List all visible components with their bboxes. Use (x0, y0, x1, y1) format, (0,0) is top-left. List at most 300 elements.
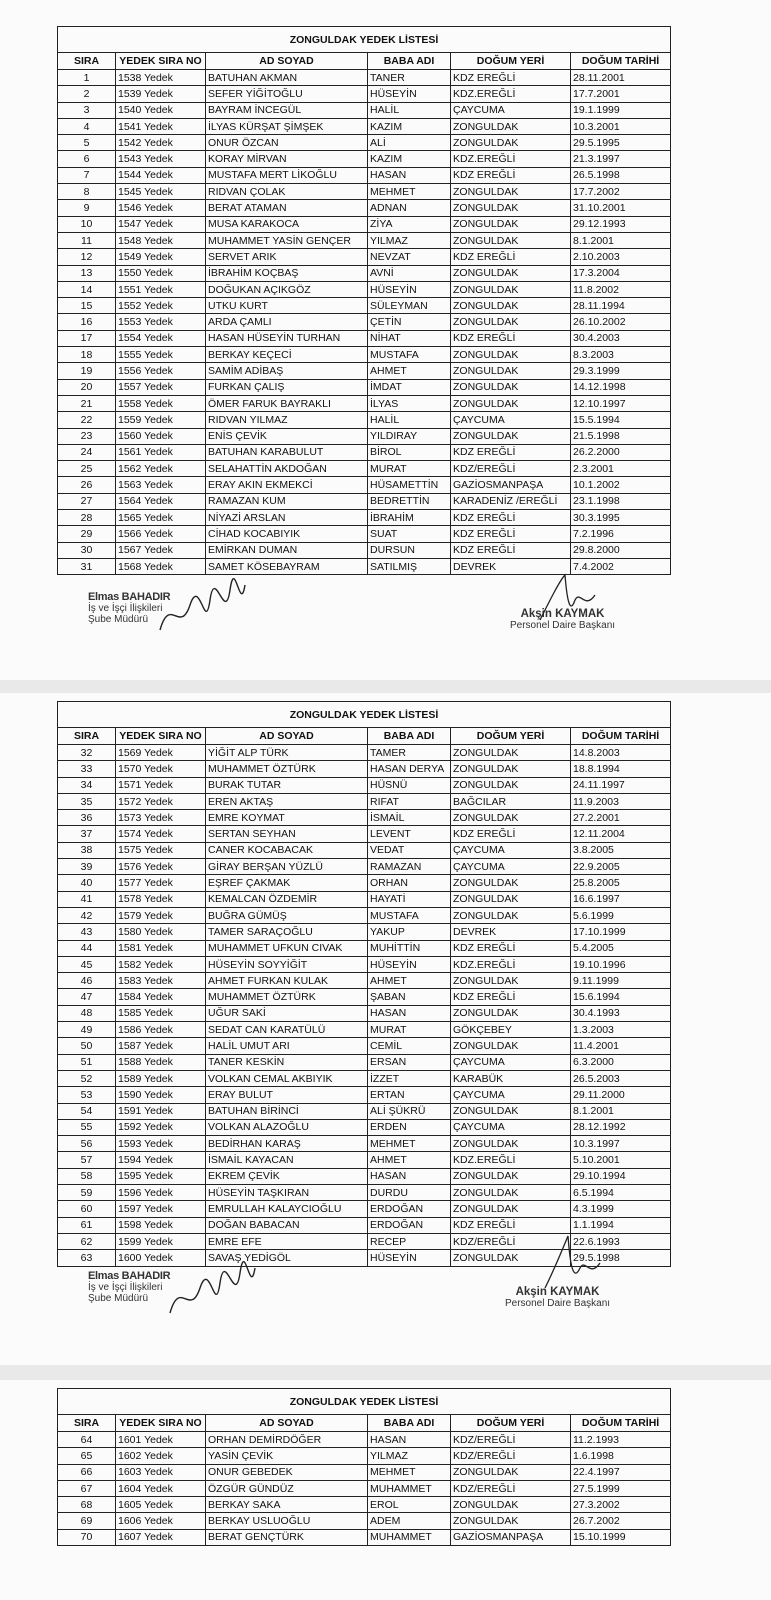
reserve-list-table (57, 26, 671, 575)
cell-dogum-yeri: ZONGULDAK (451, 1103, 571, 1119)
cell-dogum-yeri: KDZ EREĞLİ (451, 1217, 571, 1233)
cell-sira: 27 (58, 493, 116, 509)
table-row (58, 1529, 671, 1545)
table-row (58, 1185, 671, 1201)
cell-dogum-tarihi: 15.10.1999 (571, 1529, 671, 1545)
cell-dogum-tarihi: 28.12.1992 (571, 1119, 671, 1135)
cell-dogum-tarihi: 3.8.2005 (571, 842, 671, 858)
table-row (58, 347, 671, 363)
col-header-sira: SIRA (58, 1415, 116, 1432)
cell-sira: 59 (58, 1185, 116, 1201)
cell-ad-soyad: BATUHAN KARABULUT (206, 444, 368, 460)
cell-ad-soyad: BERKAY SAKA (206, 1497, 368, 1513)
cell-sira: 61 (58, 1217, 116, 1233)
cell-ad-soyad: HALİL UMUT ARI (206, 1038, 368, 1054)
cell-sira: 4 (58, 118, 116, 134)
col-header-baba-adi: BABA ADI (368, 1415, 451, 1432)
table-row (58, 200, 671, 216)
cell-sira: 3 (58, 102, 116, 118)
cell-dogum-yeri: ZONGULDAK (451, 216, 571, 232)
cell-baba-adi: ŞABAN (368, 989, 451, 1005)
table-row (58, 1119, 671, 1135)
cell-dogum-yeri: KDZ/EREĞLİ (451, 1432, 571, 1448)
cell-ad-soyad: HÜSEYİN SOYYİĞİT (206, 956, 368, 972)
cell-dogum-yeri: ÇAYCUMA (451, 1087, 571, 1103)
table-row (58, 1136, 671, 1152)
table-row (58, 907, 671, 923)
cell-sira: 40 (58, 875, 116, 891)
cell-dogum-tarihi: 17.10.1999 (571, 924, 671, 940)
table-row (58, 745, 671, 761)
header-row (58, 728, 671, 745)
cell-sira: 16 (58, 314, 116, 330)
cell-dogum-tarihi: 23.1.1998 (571, 493, 671, 509)
cell-ad-soyad: ÖZGÜR GÜNDÜZ (206, 1480, 368, 1496)
cell-yedek-sira-no: 1550 Yedek (116, 265, 206, 281)
table-row (58, 167, 671, 183)
cell-sira: 48 (58, 1005, 116, 1021)
col-header-dogum-tarihi: DOĞUM TARİHİ (571, 1415, 671, 1432)
cell-dogum-yeri: ÇAYCUMA (451, 102, 571, 118)
signatory-right-name: Akşin KAYMAK (520, 608, 605, 620)
cell-baba-adi: İBRAHİM (368, 510, 451, 526)
cell-dogum-tarihi: 21.5.1998 (571, 428, 671, 444)
table-row (58, 232, 671, 248)
table-row (58, 542, 671, 558)
table-row (58, 526, 671, 542)
table-row (58, 477, 671, 493)
cell-yedek-sira-no: 1566 Yedek (116, 526, 206, 542)
cell-baba-adi: İMDAT (368, 379, 451, 395)
cell-ad-soyad: BUĞRA GÜMÜŞ (206, 907, 368, 923)
signatory-right-title: Personel Daire Başkanı (505, 1298, 611, 1309)
cell-dogum-yeri: ZONGULDAK (451, 1136, 571, 1152)
table-row (58, 1168, 671, 1184)
cell-ad-soyad: SEDAT CAN KARATÜLÜ (206, 1022, 368, 1038)
cell-dogum-tarihi: 28.11.2001 (571, 70, 671, 86)
cell-baba-adi: RAMAZAN (368, 859, 451, 875)
cell-dogum-tarihi: 26.5.2003 (571, 1070, 671, 1086)
cell-dogum-tarihi: 30.3.1995 (571, 510, 671, 526)
cell-baba-adi: MUSTAFA (368, 907, 451, 923)
cell-dogum-yeri: KDZ EREĞLİ (451, 510, 571, 526)
cell-yedek-sira-no: 1595 Yedek (116, 1168, 206, 1184)
cell-dogum-yeri: GÖKÇEBEY (451, 1022, 571, 1038)
cell-yedek-sira-no: 1583 Yedek (116, 973, 206, 989)
table-row (58, 1217, 671, 1233)
cell-baba-adi: MUSTAFA (368, 347, 451, 363)
cell-dogum-tarihi: 27.3.2002 (571, 1497, 671, 1513)
cell-ad-soyad: ERAY AKIN EKMEKCİ (206, 477, 368, 493)
cell-dogum-yeri: KDZ EREĞLİ (451, 249, 571, 265)
cell-ad-soyad: KORAY MİRVAN (206, 151, 368, 167)
cell-baba-adi: TANER (368, 70, 451, 86)
cell-yedek-sira-no: 1565 Yedek (116, 510, 206, 526)
cell-ad-soyad: VOLKAN CEMAL AKBIYIK (206, 1070, 368, 1086)
cell-sira: 6 (58, 151, 116, 167)
cell-ad-soyad: SERVET ARIK (206, 249, 368, 265)
cell-baba-adi: ALİ ŞÜKRÜ (368, 1103, 451, 1119)
cell-yedek-sira-no: 1585 Yedek (116, 1005, 206, 1021)
cell-ad-soyad: MUHAMMET YASİN GENÇER (206, 232, 368, 248)
cell-dogum-tarihi: 18.8.1994 (571, 761, 671, 777)
cell-dogum-tarihi: 6.5.1994 (571, 1185, 671, 1201)
cell-baba-adi: ÇETİN (368, 314, 451, 330)
cell-ad-soyad: AHMET FURKAN KULAK (206, 973, 368, 989)
table-row (58, 924, 671, 940)
cell-dogum-tarihi: 14.8.2003 (571, 745, 671, 761)
cell-yedek-sira-no: 1545 Yedek (116, 184, 206, 200)
table-row (58, 777, 671, 793)
cell-yedek-sira-no: 1576 Yedek (116, 859, 206, 875)
cell-dogum-yeri: ZONGULDAK (451, 347, 571, 363)
cell-dogum-yeri: ZONGULDAK (451, 135, 571, 151)
cell-baba-adi: ERSAN (368, 1054, 451, 1070)
cell-sira: 29 (58, 526, 116, 542)
cell-dogum-tarihi: 8.1.2001 (571, 1103, 671, 1119)
cell-dogum-tarihi: 27.2.2001 (571, 810, 671, 826)
cell-baba-adi: MEHMET (368, 1136, 451, 1152)
cell-dogum-yeri: KARABÜK (451, 1070, 571, 1086)
cell-sira: 37 (58, 826, 116, 842)
cell-dogum-yeri: KDZ/EREĞLİ (451, 1480, 571, 1496)
cell-sira: 30 (58, 542, 116, 558)
cell-dogum-yeri: ZONGULDAK (451, 1201, 571, 1217)
cell-ad-soyad: ERAY BULUT (206, 1087, 368, 1103)
cell-sira: 38 (58, 842, 116, 858)
cell-yedek-sira-no: 1593 Yedek (116, 1136, 206, 1152)
cell-baba-adi: ERDOĞAN (368, 1201, 451, 1217)
cell-dogum-tarihi: 9.11.1999 (571, 973, 671, 989)
table-row (58, 1448, 671, 1464)
cell-dogum-tarihi: 24.11.1997 (571, 777, 671, 793)
cell-dogum-tarihi: 2.3.2001 (571, 461, 671, 477)
cell-sira: 69 (58, 1513, 116, 1529)
cell-baba-adi: HÜSNÜ (368, 777, 451, 793)
cell-baba-adi: HASAN DERYA (368, 761, 451, 777)
cell-dogum-tarihi: 4.3.1999 (571, 1201, 671, 1217)
cell-yedek-sira-no: 1571 Yedek (116, 777, 206, 793)
cell-baba-adi: İSMAİL (368, 810, 451, 826)
cell-sira: 35 (58, 793, 116, 809)
cell-ad-soyad: ARDA ÇAMLI (206, 314, 368, 330)
header-row (58, 1415, 671, 1432)
cell-yedek-sira-no: 1600 Yedek (116, 1250, 206, 1266)
table-row (58, 86, 671, 102)
table-row (58, 102, 671, 118)
cell-yedek-sira-no: 1578 Yedek (116, 891, 206, 907)
reserve-list-table (57, 701, 671, 1267)
cell-sira: 64 (58, 1432, 116, 1448)
cell-dogum-yeri: ZONGULDAK (451, 379, 571, 395)
cell-baba-adi: VEDAT (368, 842, 451, 858)
cell-ad-soyad: DOĞUKAN AÇIKGÖZ (206, 281, 368, 297)
cell-ad-soyad: ORHAN DEMİRDÖĞER (206, 1432, 368, 1448)
table-row (58, 184, 671, 200)
cell-ad-soyad: HÜSEYİN TAŞKIRAN (206, 1185, 368, 1201)
cell-dogum-yeri: ZONGULDAK (451, 395, 571, 411)
cell-yedek-sira-no: 1587 Yedek (116, 1038, 206, 1054)
cell-baba-adi: HÜSAMETTİN (368, 477, 451, 493)
cell-dogum-tarihi: 5.10.2001 (571, 1152, 671, 1168)
cell-sira: 46 (58, 973, 116, 989)
cell-ad-soyad: TAMER SARAÇOĞLU (206, 924, 368, 940)
cell-sira: 45 (58, 956, 116, 972)
cell-dogum-yeri: KDZ.EREĞLİ (451, 1152, 571, 1168)
cell-dogum-yeri: DEVREK (451, 558, 571, 574)
cell-yedek-sira-no: 1549 Yedek (116, 249, 206, 265)
cell-dogum-tarihi: 16.6.1997 (571, 891, 671, 907)
cell-baba-adi: SUAT (368, 526, 451, 542)
table-row (58, 1103, 671, 1119)
cell-dogum-yeri: ZONGULDAK (451, 265, 571, 281)
cell-dogum-yeri: ÇAYCUMA (451, 412, 571, 428)
cell-dogum-yeri: ZONGULDAK (451, 777, 571, 793)
cell-ad-soyad: BERKAY KEÇECİ (206, 347, 368, 363)
cell-ad-soyad: EMRE KOYMAT (206, 810, 368, 826)
cell-dogum-yeri: KDZ EREĞLİ (451, 70, 571, 86)
cell-dogum-yeri: ZONGULDAK (451, 875, 571, 891)
cell-ad-soyad: BERAT ATAMAN (206, 200, 368, 216)
cell-baba-adi: MEHMET (368, 184, 451, 200)
cell-sira: 14 (58, 281, 116, 297)
cell-ad-soyad: ONUR ÖZCAN (206, 135, 368, 151)
cell-ad-soyad: EŞREF ÇAKMAK (206, 875, 368, 891)
cell-ad-soyad: DOĞAN BABACAN (206, 1217, 368, 1233)
cell-ad-soyad: GİRAY BERŞAN YÜZLÜ (206, 859, 368, 875)
cell-dogum-yeri: GAZİOSMANPAŞA (451, 477, 571, 493)
cell-sira: 24 (58, 444, 116, 460)
cell-baba-adi: HÜSEYİN (368, 1250, 451, 1266)
cell-sira: 44 (58, 940, 116, 956)
cell-sira: 11 (58, 232, 116, 248)
cell-sira: 52 (58, 1070, 116, 1086)
cell-ad-soyad: VOLKAN ALAZOĞLU (206, 1119, 368, 1135)
cell-yedek-sira-no: 1572 Yedek (116, 793, 206, 809)
cell-dogum-yeri: ZONGULDAK (451, 973, 571, 989)
cell-yedek-sira-no: 1607 Yedek (116, 1529, 206, 1545)
cell-dogum-yeri: ZONGULDAK (451, 1513, 571, 1529)
cell-ad-soyad: BEDİRHAN KARAŞ (206, 1136, 368, 1152)
cell-ad-soyad: EMRE EFE (206, 1233, 368, 1249)
cell-baba-adi: İLYAS (368, 395, 451, 411)
table-row (58, 1432, 671, 1448)
table-row (58, 216, 671, 232)
table-row (58, 249, 671, 265)
table-row (58, 973, 671, 989)
cell-dogum-yeri: ZONGULDAK (451, 1168, 571, 1184)
table-row (58, 135, 671, 151)
cell-yedek-sira-no: 1601 Yedek (116, 1432, 206, 1448)
cell-baba-adi: HASAN (368, 1168, 451, 1184)
cell-ad-soyad: İLYAS KÜRŞAT ŞİMŞEK (206, 118, 368, 134)
cell-yedek-sira-no: 1558 Yedek (116, 395, 206, 411)
cell-sira: 54 (58, 1103, 116, 1119)
cell-dogum-tarihi: 19.10.1996 (571, 956, 671, 972)
table-row (58, 1054, 671, 1070)
cell-dogum-yeri: KDZ.EREĞLİ (451, 86, 571, 102)
cell-ad-soyad: EREN AKTAŞ (206, 793, 368, 809)
cell-dogum-yeri: KDZ EREĞLİ (451, 940, 571, 956)
cell-dogum-yeri: KDZ EREĞLİ (451, 826, 571, 842)
cell-dogum-tarihi: 11.9.2003 (571, 793, 671, 809)
table-row (58, 793, 671, 809)
cell-dogum-tarihi: 8.3.2003 (571, 347, 671, 363)
cell-baba-adi: RECEP (368, 1233, 451, 1249)
col-header-dogum-yeri: DOĞUM YERİ (451, 53, 571, 70)
signature-right-scribble (535, 570, 615, 625)
cell-yedek-sira-no: 1594 Yedek (116, 1152, 206, 1168)
cell-yedek-sira-no: 1538 Yedek (116, 70, 206, 86)
cell-sira: 63 (58, 1250, 116, 1266)
table-row (58, 1087, 671, 1103)
cell-sira: 5 (58, 135, 116, 151)
cell-yedek-sira-no: 1598 Yedek (116, 1217, 206, 1233)
col-header-ad-soyad: AD SOYAD (206, 728, 368, 745)
cell-sira: 57 (58, 1152, 116, 1168)
cell-sira: 26 (58, 477, 116, 493)
cell-dogum-yeri: ZONGULDAK (451, 1005, 571, 1021)
cell-ad-soyad: RAMAZAN KUM (206, 493, 368, 509)
cell-dogum-yeri: ZONGULDAK (451, 1185, 571, 1201)
cell-yedek-sira-no: 1597 Yedek (116, 1201, 206, 1217)
cell-dogum-yeri: ZONGULDAK (451, 1038, 571, 1054)
cell-sira: 68 (58, 1497, 116, 1513)
cell-sira: 21 (58, 395, 116, 411)
cell-dogum-tarihi: 29.3.1999 (571, 363, 671, 379)
cell-dogum-tarihi: 11.2.1993 (571, 1432, 671, 1448)
cell-ad-soyad: KEMALCAN ÖZDEMİR (206, 891, 368, 907)
cell-dogum-yeri: ZONGULDAK (451, 281, 571, 297)
cell-sira: 49 (58, 1022, 116, 1038)
cell-ad-soyad: SELAHATTİN AKDOĞAN (206, 461, 368, 477)
cell-baba-adi: HALİL (368, 412, 451, 428)
cell-baba-adi: ADNAN (368, 200, 451, 216)
cell-sira: 60 (58, 1201, 116, 1217)
cell-yedek-sira-no: 1548 Yedek (116, 232, 206, 248)
cell-dogum-tarihi: 12.11.2004 (571, 826, 671, 842)
cell-dogum-tarihi: 28.11.1994 (571, 298, 671, 314)
cell-yedek-sira-no: 1559 Yedek (116, 412, 206, 428)
cell-yedek-sira-no: 1592 Yedek (116, 1119, 206, 1135)
cell-sira: 50 (58, 1038, 116, 1054)
cell-baba-adi: ORHAN (368, 875, 451, 891)
signatory-left-title-1: İş ve İşçi İlişkileri (88, 1282, 163, 1293)
cell-yedek-sira-no: 1567 Yedek (116, 542, 206, 558)
table-row (58, 989, 671, 1005)
table-row (58, 810, 671, 826)
cell-ad-soyad: EMİRKAN DUMAN (206, 542, 368, 558)
cell-yedek-sira-no: 1539 Yedek (116, 86, 206, 102)
document-page-3 (0, 1380, 771, 1600)
cell-baba-adi: HÜSEYİN (368, 956, 451, 972)
cell-dogum-yeri: ZONGULDAK (451, 232, 571, 248)
cell-dogum-tarihi: 10.1.2002 (571, 477, 671, 493)
cell-dogum-tarihi: 21.3.1997 (571, 151, 671, 167)
cell-dogum-yeri: ZONGULDAK (451, 891, 571, 907)
signatory-left (88, 1271, 170, 1304)
cell-dogum-tarihi: 26.2.2000 (571, 444, 671, 460)
table-row (58, 281, 671, 297)
table-row (58, 363, 671, 379)
cell-dogum-yeri: KDZ/EREĞLİ (451, 461, 571, 477)
cell-baba-adi: HÜSEYİN (368, 281, 451, 297)
col-header-yedek-sira-no: YEDEK SIRA NO (116, 1415, 206, 1432)
cell-sira: 15 (58, 298, 116, 314)
cell-yedek-sira-no: 1584 Yedek (116, 989, 206, 1005)
cell-baba-adi: ERTAN (368, 1087, 451, 1103)
cell-yedek-sira-no: 1568 Yedek (116, 558, 206, 574)
table-row (58, 956, 671, 972)
cell-ad-soyad: BURAK TUTAR (206, 777, 368, 793)
cell-sira: 25 (58, 461, 116, 477)
table-row (58, 1038, 671, 1054)
cell-yedek-sira-no: 1603 Yedek (116, 1464, 206, 1480)
cell-yedek-sira-no: 1606 Yedek (116, 1513, 206, 1529)
cell-yedek-sira-no: 1560 Yedek (116, 428, 206, 444)
cell-sira: 43 (58, 924, 116, 940)
cell-ad-soyad: FURKAN ÇALIŞ (206, 379, 368, 395)
cell-dogum-tarihi: 29.5.1998 (571, 1250, 671, 1266)
cell-baba-adi: YILMAZ (368, 232, 451, 248)
cell-sira: 66 (58, 1464, 116, 1480)
cell-baba-adi: NEVZAT (368, 249, 451, 265)
cell-yedek-sira-no: 1563 Yedek (116, 477, 206, 493)
cell-dogum-yeri: KDZ EREĞLİ (451, 330, 571, 346)
cell-yedek-sira-no: 1554 Yedek (116, 330, 206, 346)
col-header-dogum-yeri: DOĞUM YERİ (451, 1415, 571, 1432)
cell-dogum-tarihi: 17.7.2002 (571, 184, 671, 200)
cell-sira: 34 (58, 777, 116, 793)
cell-ad-soyad: İSMAİL KAYACAN (206, 1152, 368, 1168)
cell-yedek-sira-no: 1599 Yedek (116, 1233, 206, 1249)
cell-baba-adi: CEMİL (368, 1038, 451, 1054)
cell-ad-soyad: BAYRAM İNCEGÜL (206, 102, 368, 118)
table-title: ZONGULDAK YEDEK LİSTESİ (58, 27, 671, 53)
cell-baba-adi: EROL (368, 1497, 451, 1513)
table-row (58, 379, 671, 395)
cell-sira: 62 (58, 1233, 116, 1249)
cell-dogum-tarihi: 15.6.1994 (571, 989, 671, 1005)
cell-sira: 65 (58, 1448, 116, 1464)
cell-baba-adi: DURSUN (368, 542, 451, 558)
cell-sira: 28 (58, 510, 116, 526)
cell-dogum-tarihi: 10.3.1997 (571, 1136, 671, 1152)
cell-dogum-yeri: ZONGULDAK (451, 118, 571, 134)
cell-dogum-yeri: KDZ EREĞLİ (451, 989, 571, 1005)
table-row (58, 412, 671, 428)
cell-ad-soyad: UTKU KURT (206, 298, 368, 314)
cell-yedek-sira-no: 1540 Yedek (116, 102, 206, 118)
cell-sira: 23 (58, 428, 116, 444)
table-row (58, 330, 671, 346)
cell-sira: 1 (58, 70, 116, 86)
cell-dogum-yeri: KDZ.EREĞLİ (451, 956, 571, 972)
table-row (58, 461, 671, 477)
table-row (58, 70, 671, 86)
table-row (58, 444, 671, 460)
cell-yedek-sira-no: 1547 Yedek (116, 216, 206, 232)
cell-dogum-tarihi: 15.5.1994 (571, 412, 671, 428)
cell-sira: 17 (58, 330, 116, 346)
cell-ad-soyad: SAMET KÖSEBAYRAM (206, 558, 368, 574)
cell-dogum-yeri: ÇAYCUMA (451, 1119, 571, 1135)
cell-dogum-yeri: BAĞCILAR (451, 793, 571, 809)
col-header-dogum-yeri: DOĞUM YERİ (451, 728, 571, 745)
cell-baba-adi: HASAN (368, 167, 451, 183)
cell-yedek-sira-no: 1546 Yedek (116, 200, 206, 216)
cell-yedek-sira-no: 1553 Yedek (116, 314, 206, 330)
